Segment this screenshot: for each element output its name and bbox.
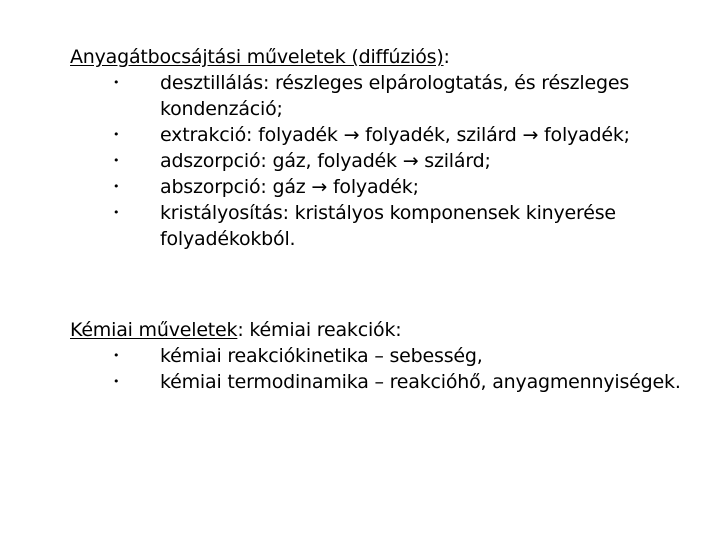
bullet-icon: • (113, 128, 120, 141)
list-item-text: adszorpció: gáz, folyadék → szilárd; (160, 150, 491, 172)
heading-suffix: : kémiai reakciók: (237, 319, 402, 341)
list-item (70, 174, 715, 200)
section-mass-transfer (70, 44, 715, 252)
list-item-text: kémiai reakciókinetika – sebesség, (160, 345, 483, 367)
list-item (70, 369, 715, 395)
list-item (70, 122, 715, 148)
list-item (70, 343, 715, 369)
section-heading (70, 44, 715, 70)
bullet-icon: • (113, 206, 120, 219)
heading-suffix: : (443, 46, 450, 68)
list-item (70, 200, 715, 252)
bullet-icon: • (113, 349, 120, 362)
list-item-text: extrakció: folyadék → folyadék, szilárd → folyadék; (160, 124, 630, 146)
list-item-text: abszorpció: gáz → folyadék; (160, 176, 419, 198)
bullet-icon: • (113, 180, 120, 193)
section-chemical-operations (70, 317, 715, 395)
list-item-text: kristályosítás: kristályos komponensek kinyerése folyadékokból. (160, 202, 616, 250)
list-item-text: desztillálás: részleges elpárologtatás, és részleges kondenzáció; (160, 72, 630, 120)
heading-underlined-text: Kémiai műveletek (70, 319, 238, 341)
list-item (70, 148, 715, 174)
section-heading (70, 317, 715, 343)
bullet-icon: • (113, 375, 120, 388)
bullet-list (70, 343, 715, 395)
list-item (70, 70, 715, 122)
list-item-text: kémiai termodinamika – reakcióhő, anyagmennyiségek. (160, 371, 681, 393)
bullet-icon: • (113, 76, 120, 89)
heading-underlined-text: Anyagátbocsájtási műveletek (diffúziós) (70, 46, 444, 68)
bullet-list (70, 70, 715, 252)
bullet-icon: • (113, 154, 120, 167)
